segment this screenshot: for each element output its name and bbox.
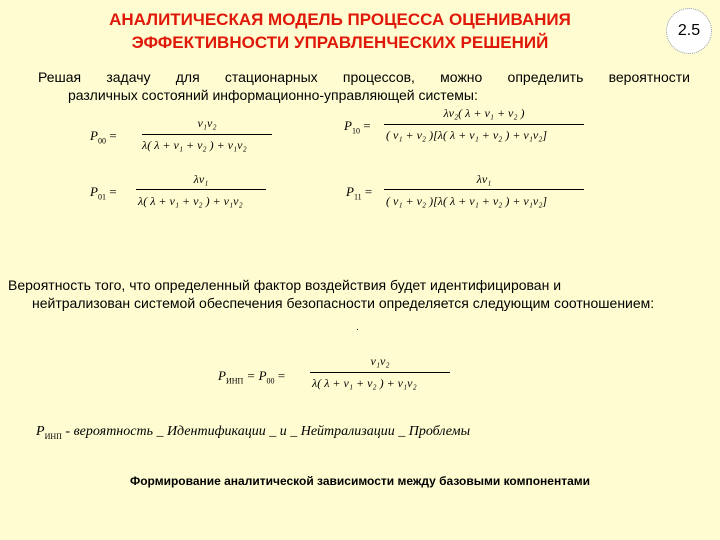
formula-p01-fraction-bar	[136, 189, 266, 190]
slide-title-line-2: ЭФФЕКТИВНОСТИ УПРАВЛЕНЧЕСКИХ РЕШЕНИЙ	[131, 33, 549, 52]
formula-p11-denominator: ( ν₁ + ν₂ )[λ( λ + ν₁ + ν₂ ) + ν₁ν₂]	[386, 194, 548, 208]
probability-line-2: нейтрализован системой обеспечения безопасности определяется следующим соотношением:	[32, 295, 655, 311]
legend-text: вероятность _ Идентификации _ и _ Нейтрализации _ Проблемы	[73, 424, 471, 439]
formula-p00-denominator: λ( λ + ν₁ + ν₂ ) + ν₁ν₂	[142, 138, 247, 152]
intro-line-1: Решая задачу для стационарных процессов, можно определить вероятности	[38, 69, 690, 85]
formula-p01-lhs: $P_{01}$ =	[90, 184, 117, 202]
formula-p11-numerator: λν₁	[476, 172, 492, 186]
formula-pinp-denominator: λ( λ + ν₁ + ν₂ ) + ν₁ν₂	[312, 376, 417, 390]
intro-paragraph	[38, 68, 690, 104]
intro-line-2: различных состояний информационно-управляющей системы:	[68, 87, 478, 103]
formula-p01-denominator: λ( λ + ν₁ + ν₂ ) + ν₁ν₂	[138, 194, 243, 208]
slide-title	[70, 8, 610, 54]
formula-pinp-fraction-bar	[310, 372, 450, 373]
formula-p10-denominator: ( ν₁ + ν₂ )[λ( λ + ν₁ + ν₂ ) + ν₁ν₂]	[386, 128, 548, 142]
formula-pinp-lhs: $P_{ИНП} = P_{00}$ =	[218, 368, 286, 386]
formula-p10-lhs: $P_{10}$ =	[344, 118, 371, 136]
formula-p11-lhs: $P_{11}$ =	[346, 184, 373, 202]
formula-pinp-numerator: ν₁ν₂	[370, 354, 390, 368]
formula-p10-numerator: λν₂( λ + ν₁ + ν₂ )	[443, 106, 525, 120]
formula-p11-fraction-bar	[384, 189, 584, 190]
formula-pinp	[218, 352, 458, 402]
formula-p00-lhs: $P_{00}$ =	[90, 128, 117, 146]
slide-number-badge: 2.5	[666, 8, 712, 54]
probability-paragraph	[8, 276, 714, 312]
slide-caption: Формирование аналитической зависимости между базовыми компонентами	[129, 474, 591, 488]
formula-p01	[90, 170, 290, 220]
formula-p00	[90, 116, 290, 166]
slide-title-line-1: АНАЛИТИЧЕСКАЯ МОДЕЛЬ ПРОЦЕССА ОЦЕНИВАНИЯ	[109, 10, 571, 29]
formula-p10	[344, 104, 584, 154]
formula-p10-fraction-bar	[384, 124, 584, 125]
legend-dash: -	[61, 424, 74, 439]
formula-p11	[346, 170, 586, 220]
stray-dot: .	[356, 322, 359, 333]
pinp-legend	[36, 424, 676, 441]
formula-p01-numerator: λν₁	[193, 172, 209, 186]
formula-p00-fraction-bar	[142, 134, 272, 135]
formula-p00-numerator: ν₁ν₂	[197, 116, 217, 130]
probability-line-1: Вероятность того, что определенный фактор воздействия будет идентифицирован и	[8, 277, 562, 293]
legend-symbol: $P_{ИНП}$	[36, 424, 62, 441]
